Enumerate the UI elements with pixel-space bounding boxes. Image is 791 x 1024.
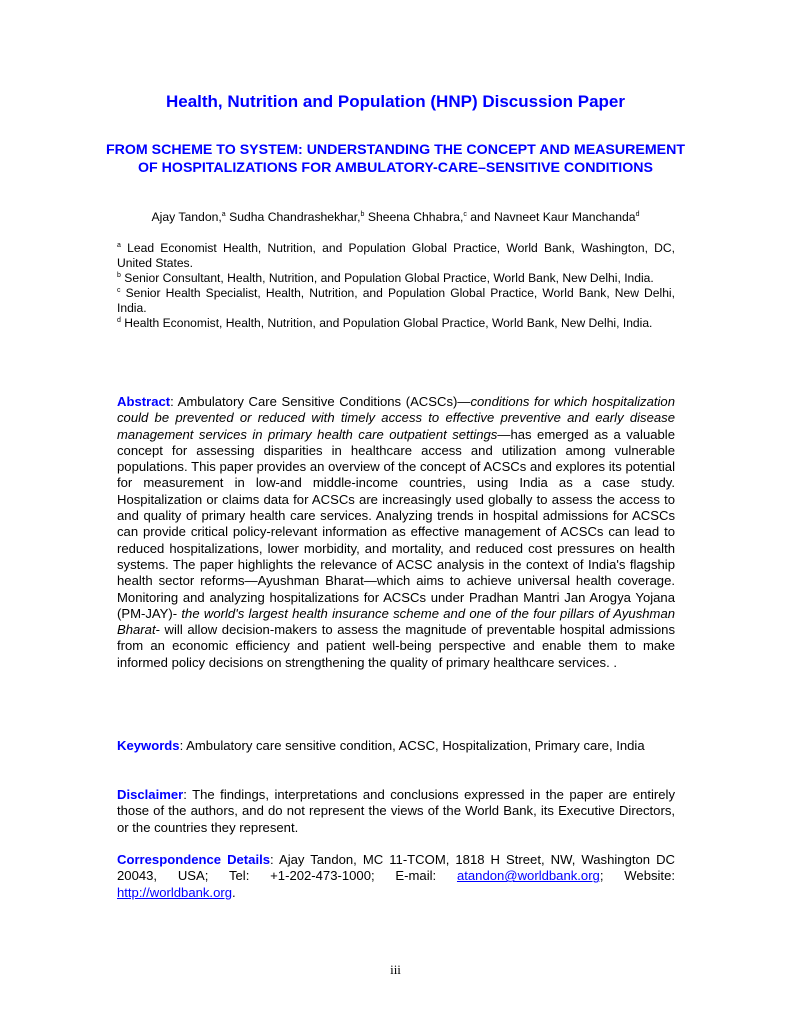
affiliation-marker: d <box>117 316 121 324</box>
affiliation-d <box>117 316 675 331</box>
affiliation-c <box>117 286 675 316</box>
series-title: Health, Nutrition and Population (HNP) Discussion Paper <box>165 92 626 111</box>
affiliation-marker: c <box>117 286 121 294</box>
abstract-text: —has emerged as a valuable concept for assessing disparities in healthcare access and utilization among vulnerable populations. This paper provides an overview of the concept of ACSCs and explores its potential for measurement in low-and middle-income countries, using India as a case study. Hospitalization or claims data for ACSCs are increasingly used globally to assess the access to and quality of primary health care services. Analyzing trends in hospital admissions for ACSCs can provide critical policy-relevant information as effective management of ACSCs can lead to reduced hospitalizations, lower morbidity, and mortality, and reduced cost pressures on health systems. The paper highlights the relevance of ACSC analysis in the context of India's flagship health sector reforms—Ayushman Bharat—which aims to achieve universal health coverage. Monitoring and analyzing hospitalizations for ACSCs under Pradhan Mantri Jan Arogya Yojana (PM-JAY)- <box>117 426 675 621</box>
affiliation-text: Lead Economist Health, Nutrition, and Population Global Practice, World Bank, Washington, DC, United States. <box>117 241 675 270</box>
correspondence-label: Correspondence Details <box>117 852 271 867</box>
author-marker: b <box>360 210 365 218</box>
page-number: iii <box>390 962 401 977</box>
affiliation-text: Senior Health Specialist, Health, Nutrition, and Population Global Practice, World Bank, New Delhi, India. <box>117 285 675 315</box>
author-marker: c <box>463 210 467 218</box>
author-list <box>0 210 791 224</box>
author-name: and Navneet Kaur Manchanda <box>470 210 636 224</box>
author-name: Ajay Tandon, <box>151 210 222 224</box>
abstract-text: : Ambulatory Care Sensitive Conditions (ACSCs)— <box>170 394 471 409</box>
author-marker: d <box>635 210 640 218</box>
website-link[interactable]: http://worldbank.org <box>117 884 232 900</box>
abstract-text: - will allow decision-makers to assess the magnitude of preventable hospital admissions from an economic efficiency and patient well-being perspective and enable them to make informed policy decisions on strengthening the quality of primary healthcare services. . <box>117 622 675 670</box>
paper-title: FROM SCHEME TO SYSTEM: UNDERSTANDING THE CONCEPT AND MEASUREMENT OF HOSPITALIZATIONS FOR AMBULATORY-CARE–SENSITIVE CONDITIONS <box>105 142 686 176</box>
affiliation-marker: b <box>117 271 121 279</box>
affiliation-b <box>117 271 675 286</box>
affiliation-a <box>117 241 675 271</box>
keywords-text: : Ambulatory care sensitive condition, ACSC, Hospitalization, Primary care, India <box>179 738 645 753</box>
affiliation-text: Senior Consultant, Health, Nutrition, and Population Global Practice, World Bank, New Delhi, India. <box>124 270 654 285</box>
correspondence-text: . <box>232 884 236 900</box>
correspondence-text: ; Website: <box>599 868 675 884</box>
disclaimer-label: Disclaimer <box>117 787 184 802</box>
affiliation-marker: a <box>117 241 121 249</box>
keywords-label: Keywords <box>117 738 180 753</box>
affiliations <box>117 241 675 330</box>
author-name: Sheena Chhabra, <box>367 210 464 224</box>
affiliation-text: Health Economist, Health, Nutrition, and Population Global Practice, World Bank, New Delhi, India. <box>124 315 653 330</box>
author-marker: a <box>221 210 226 218</box>
correspondence-text: : Ajay Tandon, MC 11-TCOM, 1818 H Street, NW, Washington DC 20043, USA; Tel: +1-202-473-1000; E-mail: <box>117 852 675 884</box>
correspondence-details <box>117 852 675 901</box>
author-name: Sudha Chandrashekhar, <box>229 210 361 224</box>
abstract-italic-definition: conditions for which hospitalization could be prevented or reduced with timely access to effective preventive and early disease management services in primary health care outpatient settings <box>117 394 675 442</box>
abstract-label: Abstract <box>117 394 171 409</box>
abstract-italic-scheme: the world's largest health insurance scheme and one of the four pillars of Ayushman Bharat <box>117 605 676 638</box>
keywords <box>117 738 675 754</box>
abstract <box>117 394 675 671</box>
email-link[interactable]: atandon@worldbank.org <box>456 868 600 884</box>
disclaimer <box>117 787 675 836</box>
disclaimer-text: : The findings, interpretations and conclusions expressed in the paper are entirely those of the authors, and do not represent the views of the World Bank, its Executive Directors, or the countries they represent. <box>117 787 675 835</box>
